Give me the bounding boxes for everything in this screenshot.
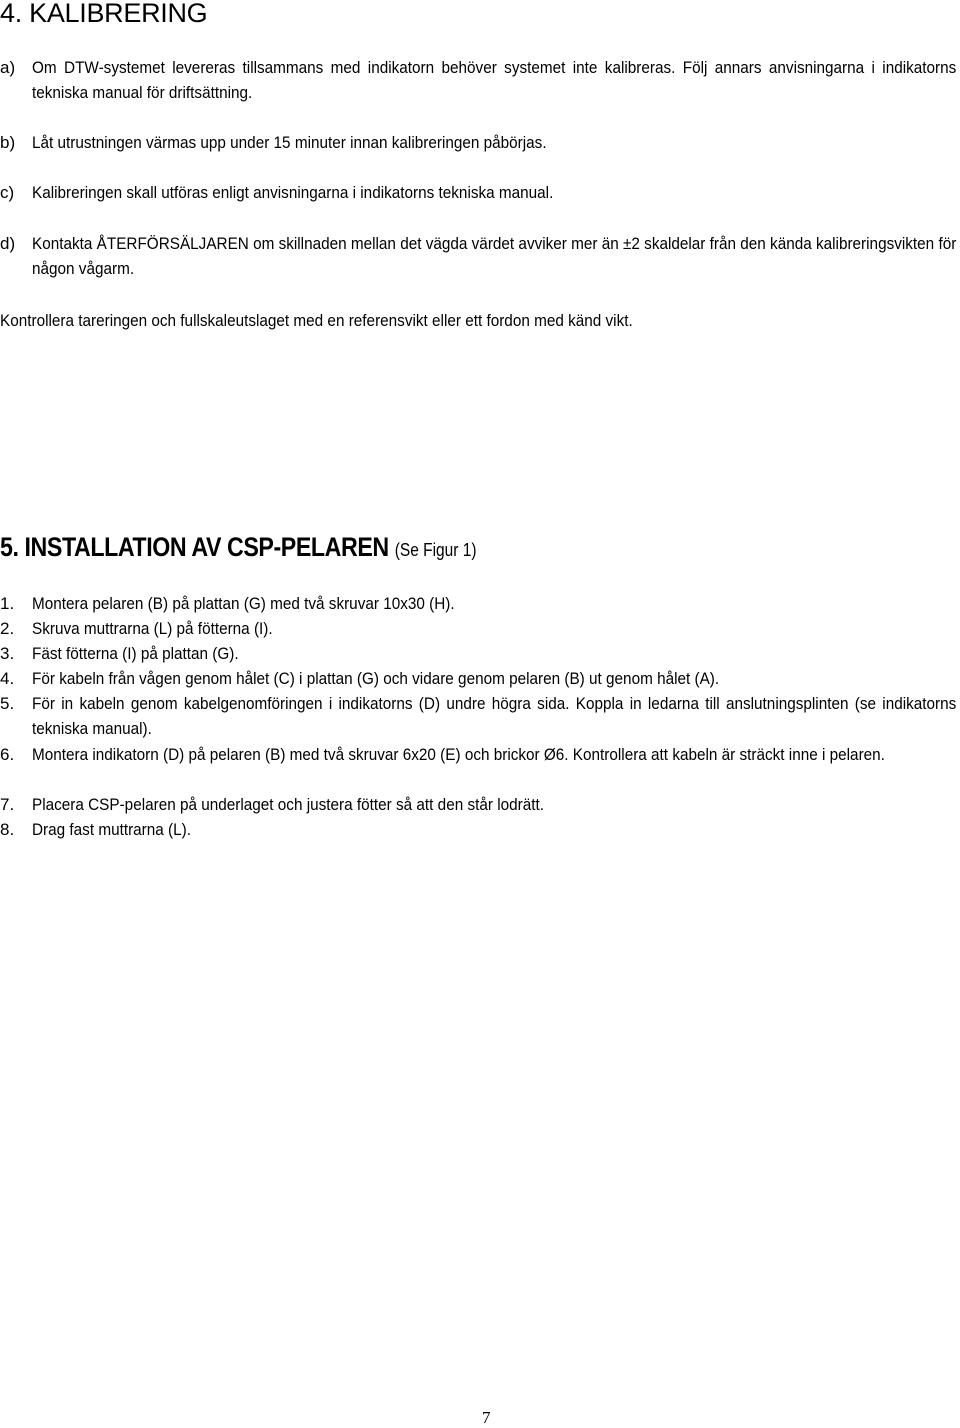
item-label: c) <box>0 183 15 202</box>
step-text: Drag fast muttrarna (L). <box>32 820 192 839</box>
step-number: 7. <box>0 795 15 814</box>
item-text: Kalibreringen skall utföras enligt anvisningarna i indikatorns tekniska manual. <box>32 183 554 202</box>
item-text: Låt utrustningen värmas upp under 15 minuter innan kalibreringen påbörjas. <box>32 133 547 152</box>
item-label: d) <box>0 234 16 253</box>
step-text: Montera pelaren (B) på plattan (G) med två skruvar 10x30 (H). <box>32 594 455 613</box>
step-number: 8. <box>0 820 15 839</box>
step-number: 3. <box>0 644 15 663</box>
item-text: Om DTW-systemet levereras tillsammans med indikatorn behöver systemet inte kalibreras. Följ annars anvisningarna i indikatorns tekniska manual för driftsättning. <box>32 58 957 102</box>
section-4-heading: 4. KALIBRERING <box>0 0 208 28</box>
step-text: Fäst fötterna (I) på plattan (G). <box>32 644 239 663</box>
step-text: Placera CSP-pelaren på underlaget och justera fötter så att den står lodrätt. <box>32 795 545 814</box>
step-text: Skruva muttrarna (L) på fötterna (I). <box>32 619 273 638</box>
step-number: 5. <box>0 694 15 713</box>
step-number: 4. <box>0 669 15 688</box>
section-5-heading <box>0 532 476 563</box>
section-5-title: 5. INSTALLATION AV CSP-PELAREN <box>0 532 389 562</box>
item-label: b) <box>0 133 16 152</box>
step-text: Montera indikatorn (D) på pelaren (B) med två skruvar 6x20 (E) och brickor Ø6. Kontrollera att kabeln är sträckt inne i pelaren. <box>32 745 885 764</box>
item-label: a) <box>0 58 16 77</box>
step-text: För kabeln från vågen genom hålet (C) i plattan (G) och vidare genom pelaren (B) ut genom hålet (A). <box>32 669 720 688</box>
page-number: 7 <box>482 1408 491 1427</box>
section-5-figure-ref: (Se Figur 1) <box>394 540 477 560</box>
calibration-note: Kontrollera tareringen och fullskaleutslaget med en referensvikt eller ett fordon med känd vikt. <box>0 311 633 330</box>
step-text: För in kabeln genom kabelgenomföringen i indikatorns (D) undre högra sida. Koppla in ledarna till anslutningsplinten (se indikatorns tekniska manual). <box>32 694 957 738</box>
step-number: 6. <box>0 745 15 764</box>
item-text: Kontakta ÅTERFÖRSÄLJAREN om skillnaden mellan det vägda värdet avviker mer än ±2 skaldelar från den kända kalibreringsvikten för någon vågarm. <box>32 234 957 278</box>
step-number: 2. <box>0 619 15 638</box>
step-number: 1. <box>0 594 15 613</box>
